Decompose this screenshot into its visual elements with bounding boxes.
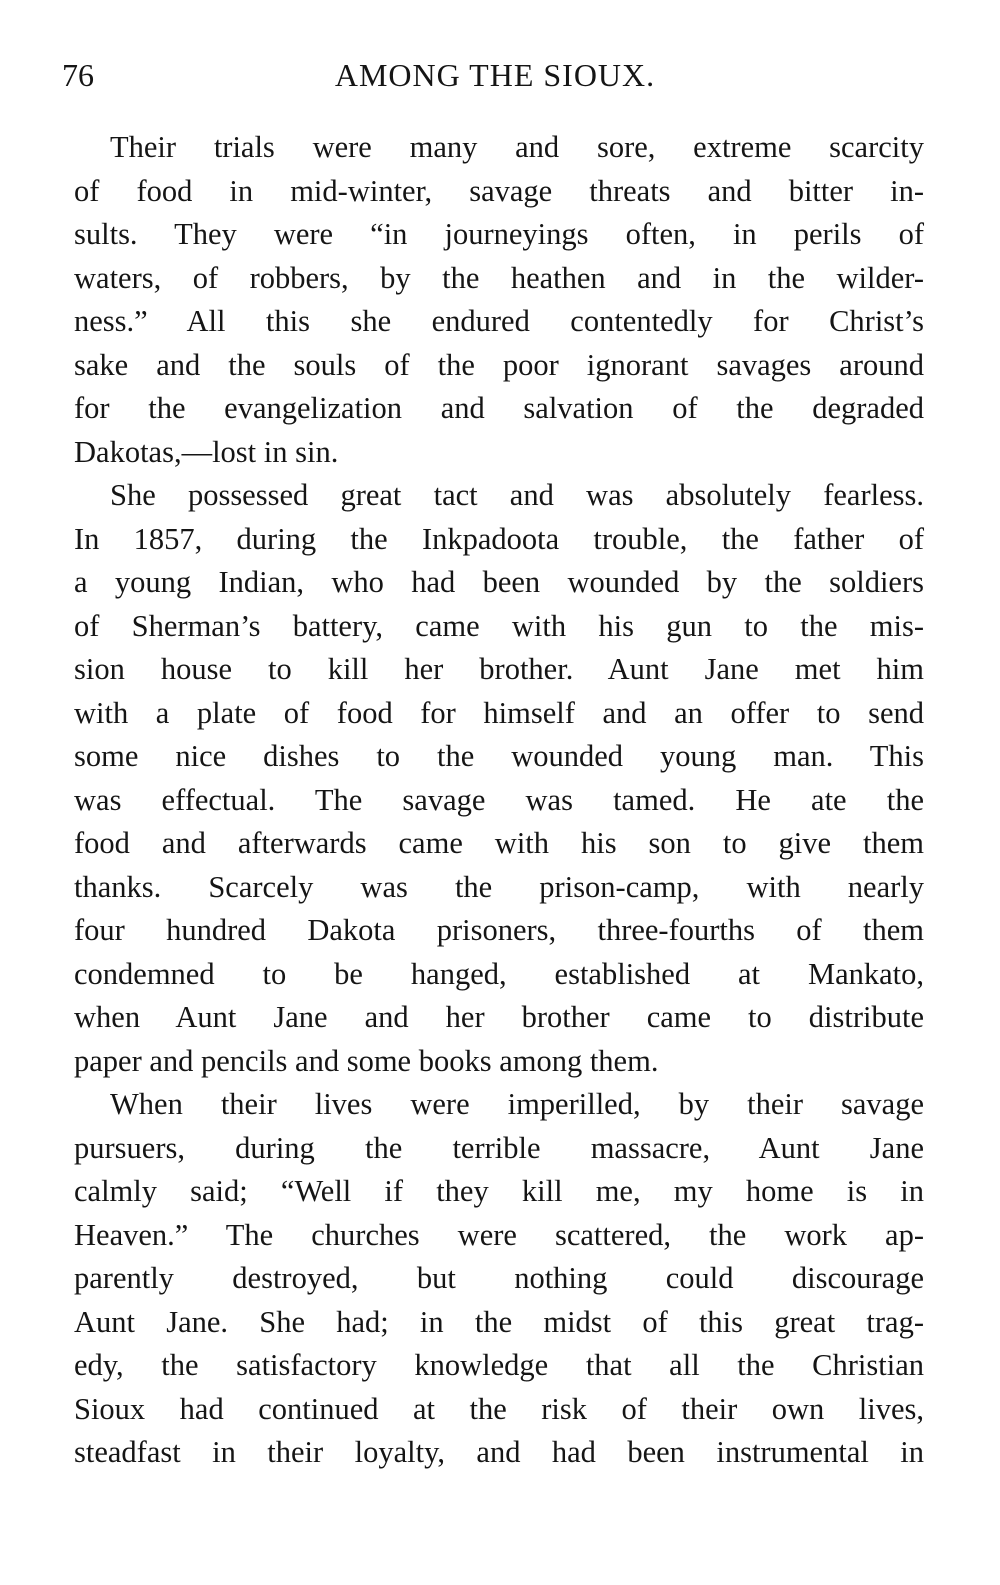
text-line: of food in mid-winter, savage threats and bitter in- [74, 173, 924, 208]
text-line: a young Indian, who had been wounded by the soldiers [74, 565, 924, 599]
text-line: She possessed great tact and was absolutely fearless. [110, 478, 924, 512]
text-line: ness.” All this she endured contentedly for Christ’s [74, 304, 924, 338]
text-line: sults. They were “in journeyings often, in perils of [74, 217, 924, 251]
page-number: 76 [62, 57, 94, 93]
text-line: thanks. Scarcely was the prison-camp, with nearly [74, 869, 924, 904]
running-title: AMONG THE SIOUX. [334, 57, 656, 93]
text-line: sion house to kill her brother. Aunt Jane met him [74, 652, 924, 686]
paragraph-2 [74, 474, 924, 1083]
text-line: condemned to be hanged, established at Mankato, [74, 956, 924, 991]
text-line: of Sherman’s battery, came with his gun to the mis- [74, 608, 924, 643]
text-line: sake and the souls of the poor ignorant savages around [74, 347, 924, 382]
paragraph-3 [74, 1083, 924, 1475]
text-line: food and afterwards came with his son to give them [74, 826, 924, 860]
body-text [74, 126, 924, 1475]
text-line: when Aunt Jane and her brother came to distribute [74, 1000, 924, 1034]
text-line: Aunt Jane. She had; in the midst of this great trag- [74, 1304, 924, 1339]
text-line: steadfast in their loyalty, and had been instrumental in [74, 1435, 924, 1469]
text-line: paper and pencils and some books among them. [74, 1043, 659, 1078]
text-line: edy, the satisfactory knowledge that all the Christian [74, 1348, 924, 1382]
text-line: Sioux had continued at the risk of their own lives, [74, 1391, 924, 1426]
text-line: Dakotas,—lost in sin. [74, 434, 339, 469]
text-line: When their lives were imperilled, by their savage [110, 1087, 924, 1121]
text-line: Their trials were many and sore, extreme scarcity [110, 130, 924, 164]
text-line: four hundred Dakota prisoners, three-fourths of them [74, 913, 924, 947]
text-line: for the evangelization and salvation of the degraded [74, 391, 924, 425]
text-line: calmly said; “Well if they kill me, my home is in [74, 1174, 924, 1208]
text-line: waters, of robbers, by the heathen and in the wilder- [74, 260, 924, 295]
text-line: Heaven.” The churches were scattered, the work ap- [74, 1217, 924, 1252]
text-line: with a plate of food for himself and an offer to send [74, 695, 924, 730]
page-header [62, 50, 928, 100]
text-line: parently destroyed, but nothing could discourage [74, 1261, 924, 1295]
paragraph-1 [74, 126, 924, 474]
text-line: pursuers, during the terrible massacre, Aunt Jane [74, 1130, 924, 1165]
text-line: In 1857, during the Inkpadoota trouble, the father of [74, 521, 924, 556]
text-line: was effectual. The savage was tamed. He ate the [74, 782, 924, 817]
text-line: some nice dishes to the wounded young man. This [74, 739, 924, 773]
